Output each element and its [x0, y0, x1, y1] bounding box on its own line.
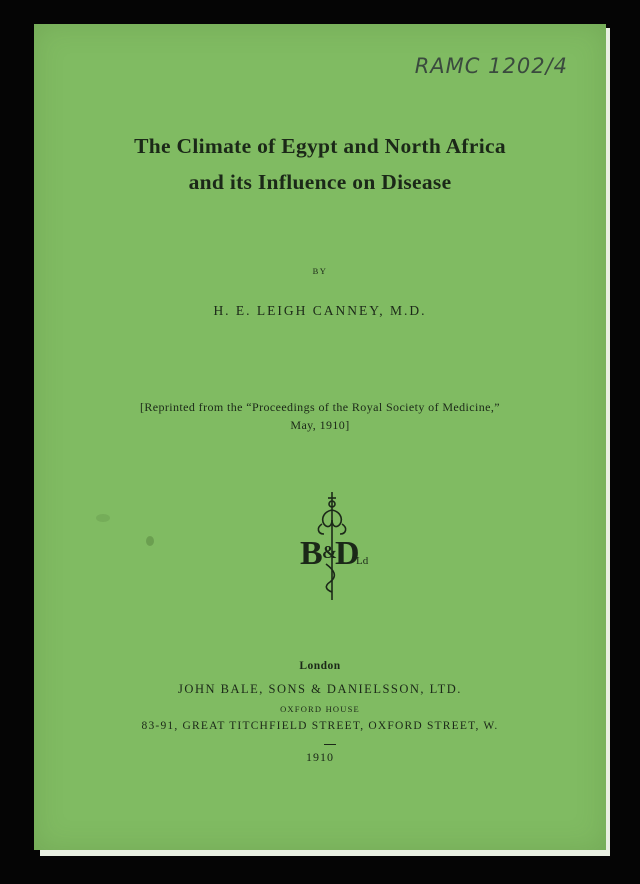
publisher-house: OXFORD HOUSE — [280, 704, 360, 714]
author-name: H. E. LEIGH CANNEY, M.D. — [213, 303, 427, 318]
reprint-note — [34, 398, 606, 434]
title-line-1: The Climate of Egypt and North Africa — [134, 134, 506, 158]
svg-text:Ld: Ld — [356, 555, 369, 567]
stain-mark — [96, 514, 110, 522]
title-line-2: and its Influence on Disease — [188, 170, 452, 194]
handwritten-reference: RAMC 1202/4 — [414, 54, 568, 78]
svg-text:&: & — [322, 542, 337, 562]
publisher-monogram-icon — [294, 490, 370, 602]
stain-mark — [146, 536, 154, 546]
document-title — [34, 128, 606, 200]
publisher-name: JOHN BALE, SONS & DANIELSSON, LTD. — [178, 682, 462, 696]
pamphlet-cover — [34, 24, 606, 850]
svg-text:D: D — [335, 535, 360, 572]
by-label: BY — [312, 266, 328, 276]
publisher-address: 83-91, GREAT TITCHFIELD STREET, OXFORD STREET, W. — [141, 720, 499, 732]
reprint-line-1: [Reprinted from the “Proceedings of the Royal Society of Medicine,” — [139, 400, 501, 414]
svg-text:B: B — [300, 535, 323, 572]
reprint-line-2: May, 1910] — [290, 418, 350, 432]
publication-city: London — [299, 660, 341, 672]
divider — [324, 744, 336, 745]
publication-year: 1910 — [306, 750, 334, 764]
